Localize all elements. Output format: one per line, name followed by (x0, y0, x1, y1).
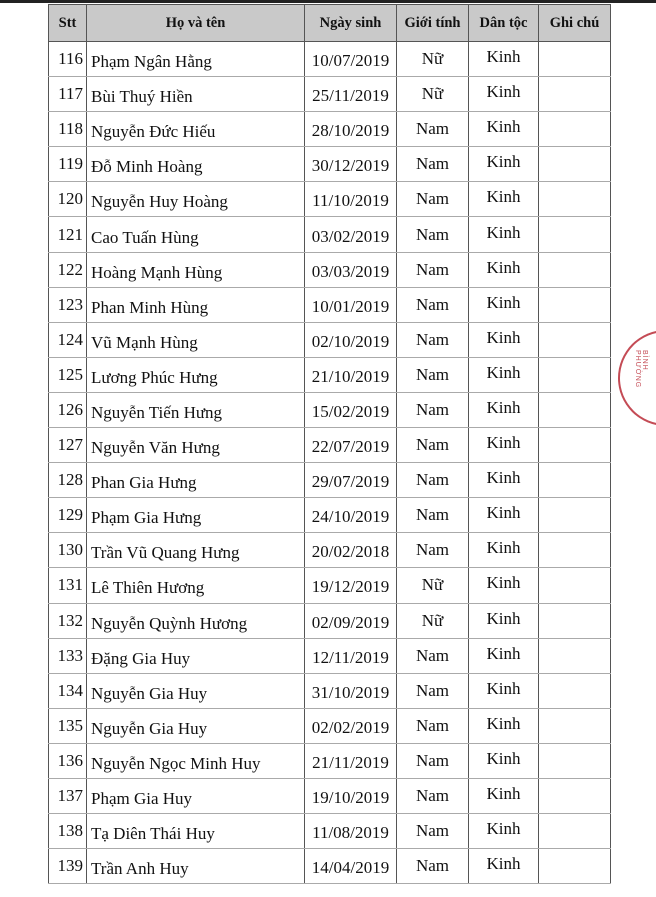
table-row (49, 322, 611, 357)
cell-name: Nguyễn Văn Hưng (87, 428, 305, 463)
cell-gender: Nam (397, 428, 469, 463)
cell-note (539, 42, 611, 77)
cell-stt: 116 (49, 42, 87, 77)
table-row (49, 42, 611, 77)
cell-note (539, 568, 611, 603)
cell-ethnicity: Kinh (469, 322, 539, 357)
cell-gender: Nam (397, 463, 469, 498)
cell-note (539, 322, 611, 357)
cell-dob: 19/10/2019 (305, 778, 397, 813)
cell-dob: 14/04/2019 (305, 849, 397, 884)
cell-note (539, 77, 611, 112)
cell-stt: 132 (49, 603, 87, 638)
cell-dob: 10/07/2019 (305, 42, 397, 77)
cell-ethnicity: Kinh (469, 498, 539, 533)
cell-ethnicity: Kinh (469, 568, 539, 603)
cell-gender: Nam (397, 182, 469, 217)
cell-name: Phạm Gia Hưng (87, 498, 305, 533)
cell-dob: 15/02/2019 (305, 392, 397, 427)
cell-gender: Nam (397, 533, 469, 568)
cell-name: Trần Vũ Quang Hưng (87, 533, 305, 568)
cell-name: Nguyễn Đức Hiếu (87, 112, 305, 147)
header-ethnicity: Dân tộc (469, 5, 539, 42)
cell-name: Hoàng Mạnh Hùng (87, 252, 305, 287)
cell-ethnicity: Kinh (469, 112, 539, 147)
table-header-row (49, 5, 611, 42)
cell-gender: Nam (397, 814, 469, 849)
cell-ethnicity: Kinh (469, 673, 539, 708)
cell-gender: Nữ (397, 42, 469, 77)
table-row (49, 638, 611, 673)
cell-note (539, 498, 611, 533)
cell-ethnicity: Kinh (469, 849, 539, 884)
cell-gender: Nữ (397, 603, 469, 638)
cell-name: Nguyễn Ngọc Minh Huy (87, 743, 305, 778)
cell-dob: 02/09/2019 (305, 603, 397, 638)
cell-name: Nguyễn Tiến Hưng (87, 392, 305, 427)
cell-dob: 24/10/2019 (305, 498, 397, 533)
cell-stt: 129 (49, 498, 87, 533)
cell-name: Lê Thiên Hương (87, 568, 305, 603)
cell-dob: 11/10/2019 (305, 182, 397, 217)
cell-stt: 130 (49, 533, 87, 568)
cell-name: Trần Anh Huy (87, 849, 305, 884)
cell-dob: 28/10/2019 (305, 112, 397, 147)
cell-note (539, 778, 611, 813)
cell-stt: 127 (49, 428, 87, 463)
cell-name: Nguyễn Gia Huy (87, 708, 305, 743)
cell-dob: 31/10/2019 (305, 673, 397, 708)
cell-name: Phạm Gia Huy (87, 778, 305, 813)
cell-ethnicity: Kinh (469, 463, 539, 498)
cell-dob: 22/07/2019 (305, 428, 397, 463)
header-note: Ghi chú (539, 5, 611, 42)
cell-stt: 134 (49, 673, 87, 708)
cell-note (539, 392, 611, 427)
cell-name: Bùi Thuý Hiền (87, 77, 305, 112)
cell-note (539, 182, 611, 217)
cell-dob: 30/12/2019 (305, 147, 397, 182)
cell-name: Vũ Mạnh Hùng (87, 322, 305, 357)
header-stt: Stt (49, 5, 87, 42)
table-row (49, 603, 611, 638)
cell-ethnicity: Kinh (469, 42, 539, 77)
table-row (49, 533, 611, 568)
cell-ethnicity: Kinh (469, 252, 539, 287)
table-row (49, 252, 611, 287)
table-row (49, 463, 611, 498)
cell-ethnicity: Kinh (469, 533, 539, 568)
cell-note (539, 252, 611, 287)
cell-name: Phan Gia Hưng (87, 463, 305, 498)
cell-name: Cao Tuấn Hùng (87, 217, 305, 252)
cell-ethnicity: Kinh (469, 743, 539, 778)
cell-stt: 119 (49, 147, 87, 182)
table-row (49, 814, 611, 849)
table-row (49, 357, 611, 392)
cell-note (539, 533, 611, 568)
header-name: Họ và tên (87, 5, 305, 42)
table-row (49, 673, 611, 708)
table-body (49, 42, 611, 884)
table-row (49, 498, 611, 533)
table-row (49, 77, 611, 112)
cell-name: Phan Minh Hùng (87, 287, 305, 322)
table-row (49, 392, 611, 427)
cell-note (539, 217, 611, 252)
cell-gender: Nam (397, 392, 469, 427)
cell-gender: Nữ (397, 77, 469, 112)
cell-gender: Nam (397, 357, 469, 392)
table-row (49, 428, 611, 463)
cell-dob: 21/11/2019 (305, 743, 397, 778)
cell-stt: 126 (49, 392, 87, 427)
cell-gender: Nam (397, 778, 469, 813)
cell-gender: Nam (397, 673, 469, 708)
cell-stt: 131 (49, 568, 87, 603)
cell-dob: 02/10/2019 (305, 322, 397, 357)
cell-dob: 10/01/2019 (305, 287, 397, 322)
cell-stt: 124 (49, 322, 87, 357)
cell-dob: 03/03/2019 (305, 252, 397, 287)
cell-name: Đặng Gia Huy (87, 638, 305, 673)
cell-stt: 128 (49, 463, 87, 498)
cell-note (539, 708, 611, 743)
cell-gender: Nam (397, 112, 469, 147)
cell-name: Nguyễn Quỳnh Hương (87, 603, 305, 638)
cell-ethnicity: Kinh (469, 77, 539, 112)
cell-ethnicity: Kinh (469, 638, 539, 673)
cell-gender: Nam (397, 147, 469, 182)
cell-stt: 135 (49, 708, 87, 743)
cell-ethnicity: Kinh (469, 603, 539, 638)
cell-note (539, 849, 611, 884)
cell-gender: Nam (397, 217, 469, 252)
table-row (49, 849, 611, 884)
table-row (49, 112, 611, 147)
cell-dob: 20/02/2018 (305, 533, 397, 568)
cell-ethnicity: Kinh (469, 814, 539, 849)
cell-gender: Nam (397, 322, 469, 357)
header-gender: Giới tính (397, 5, 469, 42)
cell-stt: 118 (49, 112, 87, 147)
cell-dob: 12/11/2019 (305, 638, 397, 673)
cell-gender: Nam (397, 638, 469, 673)
cell-dob: 21/10/2019 (305, 357, 397, 392)
cell-stt: 136 (49, 743, 87, 778)
cell-dob: 03/02/2019 (305, 217, 397, 252)
cell-note (539, 603, 611, 638)
stamp-text: BÌNH PHƯỜNG (634, 350, 648, 389)
cell-ethnicity: Kinh (469, 357, 539, 392)
cell-ethnicity: Kinh (469, 182, 539, 217)
cell-note (539, 147, 611, 182)
table-row (49, 147, 611, 182)
cell-gender: Nam (397, 708, 469, 743)
cell-dob: 19/12/2019 (305, 568, 397, 603)
cell-ethnicity: Kinh (469, 708, 539, 743)
cell-gender: Nam (397, 849, 469, 884)
header-dob: Ngày sinh (305, 5, 397, 42)
cell-gender: Nam (397, 252, 469, 287)
cell-stt: 122 (49, 252, 87, 287)
cell-note (539, 287, 611, 322)
cell-note (539, 463, 611, 498)
cell-name: Đỗ Minh Hoàng (87, 147, 305, 182)
cell-stt: 137 (49, 778, 87, 813)
table-row (49, 743, 611, 778)
cell-stt: 138 (49, 814, 87, 849)
cell-stt: 139 (49, 849, 87, 884)
cell-gender: Nam (397, 287, 469, 322)
cell-ethnicity: Kinh (469, 428, 539, 463)
table-row (49, 568, 611, 603)
cell-name: Nguyễn Gia Huy (87, 673, 305, 708)
table-row (49, 217, 611, 252)
cell-note (539, 673, 611, 708)
cell-stt: 121 (49, 217, 87, 252)
cell-ethnicity: Kinh (469, 147, 539, 182)
cell-dob: 25/11/2019 (305, 77, 397, 112)
cell-stt: 133 (49, 638, 87, 673)
cell-note (539, 112, 611, 147)
cell-gender: Nam (397, 498, 469, 533)
cell-gender: Nữ (397, 568, 469, 603)
table-row (49, 182, 611, 217)
cell-dob: 11/08/2019 (305, 814, 397, 849)
cell-gender: Nam (397, 743, 469, 778)
table-row (49, 287, 611, 322)
cell-name: Nguyễn Huy Hoàng (87, 182, 305, 217)
cell-ethnicity: Kinh (469, 392, 539, 427)
cell-name: Lương Phúc Hưng (87, 357, 305, 392)
cell-ethnicity: Kinh (469, 217, 539, 252)
cell-note (539, 743, 611, 778)
student-list-table (48, 4, 611, 884)
cell-dob: 29/07/2019 (305, 463, 397, 498)
cell-name: Phạm Ngân Hằng (87, 42, 305, 77)
cell-stt: 120 (49, 182, 87, 217)
cell-note (539, 814, 611, 849)
cell-note (539, 638, 611, 673)
cell-ethnicity: Kinh (469, 287, 539, 322)
cell-stt: 125 (49, 357, 87, 392)
cell-ethnicity: Kinh (469, 778, 539, 813)
table-row (49, 778, 611, 813)
cell-stt: 123 (49, 287, 87, 322)
cell-name: Tạ Diên Thái Huy (87, 814, 305, 849)
cell-note (539, 357, 611, 392)
cell-dob: 02/02/2019 (305, 708, 397, 743)
table-row (49, 708, 611, 743)
cell-stt: 117 (49, 77, 87, 112)
cell-note (539, 428, 611, 463)
